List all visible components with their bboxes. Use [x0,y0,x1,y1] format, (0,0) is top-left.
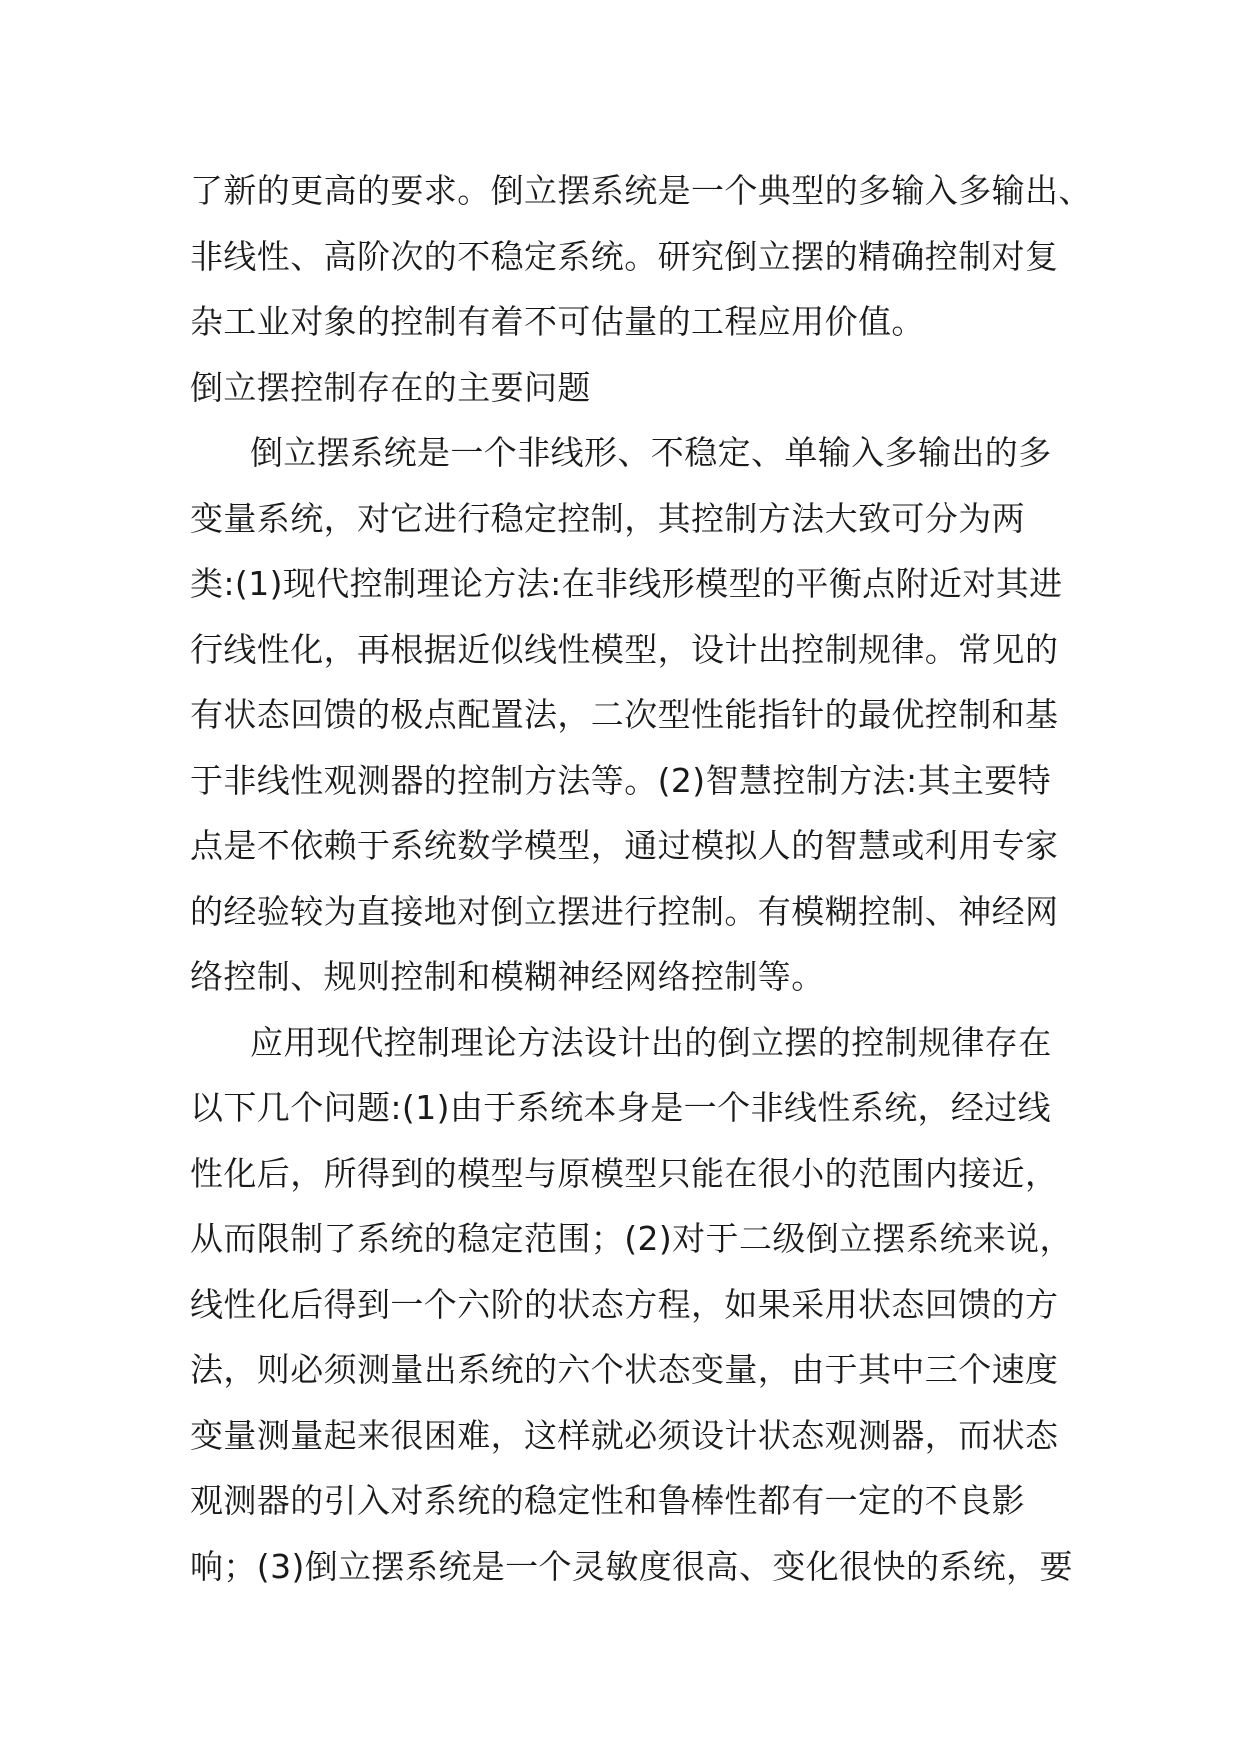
text-line: 响；(3)倒立摆系统是一个灵敏度很高、变化很快的系统，要 [190,1546,1073,1586]
text-line: 行线性化，再根据近似线性模型，设计出控制规律。常见的 [190,629,1059,669]
paragraph-3 [190,1010,1073,1600]
text-line: 法，则必须测量出系统的六个状态变量，由于其中三个速度 [190,1350,1059,1389]
text-line: 从而限制了系统的稳定范围；(2)对于二级倒立摆系统来说， [190,1219,1073,1258]
text-line: 类:(1)现代控制理论方法:在非线形模型的平衡点附近对其进 [190,564,1063,603]
text-line: 了新的更高的要求。倒立摆系统是一个典型的多输入多输出、 [190,171,1092,210]
text-line: 变量系统，对它进行稳定控制，其控制方法大致可分为两 [190,498,1025,538]
text-line: 倒立摆系统是一个非线形、不稳定、单输入多输出的多 [250,433,1052,472]
text-line: 非线性、高阶次的不稳定系统。研究倒立摆的精确控制对复 [190,236,1059,276]
paragraph-2 [190,420,1063,1010]
text-line: 络控制、规则控制和模糊神经网络控制等。 [190,957,825,996]
text-line: 于非线性观测器的控制方法等。(2)智慧控制方法:其主要特 [190,760,1052,800]
text-line: 有状态回馈的极点配置法，二次型性能指针的最优控制和基 [190,695,1059,734]
text-line: 应用现代控制理论方法设计出的倒立摆的控制规律存在 [250,1022,1052,1062]
text-line: 杂工业对象的控制有着不可估量的工程应用价值。 [190,302,925,341]
text-line: 以下几个问题:(1)由于系统本身是一个非线性系统，经过线 [190,1088,1052,1127]
paragraph-1 [190,158,1092,355]
text-line: 点是不依赖于系统数学模型，通过模拟人的智慧或利用专家 [190,826,1059,865]
section-heading: 倒立摆控制存在的主要问题 [190,367,591,407]
document-body [190,158,1092,1599]
text-line: 观测器的引入对系统的稳定性和鲁棒性都有一定的不良影 [190,1481,1025,1520]
text-line: 的经验较为直接地对倒立摆进行控制。有模糊控制、神经网 [190,891,1059,931]
text-line: 线性化后得到一个六阶的状态方程，如果采用状态回馈的方 [190,1284,1059,1324]
text-line: 性化后，所得到的模型与原模型只能在很小的范围内接近， [190,1153,1059,1193]
text-line: 变量测量起来很困难，这样就必须设计状态观测器，而状态 [190,1415,1059,1455]
